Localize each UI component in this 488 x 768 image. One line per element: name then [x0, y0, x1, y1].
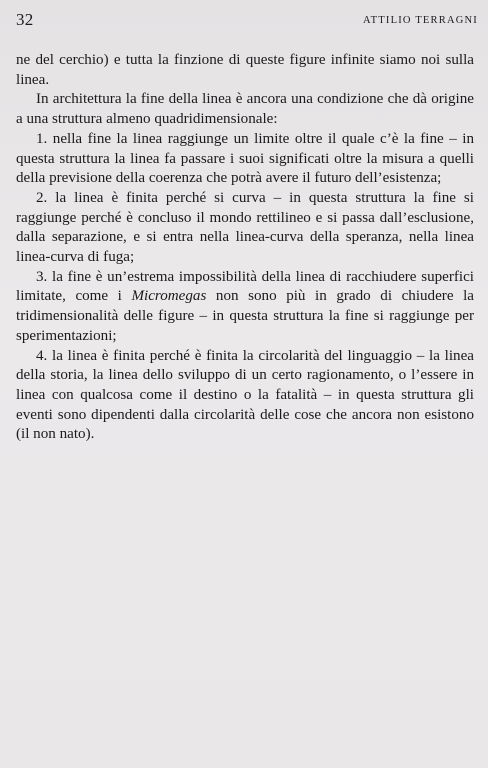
list-item-2: 2. la linea è finita perché si curva – in questa struttura la fine si raggiunge perché è concluso il mondo rettilineo e si passa dall’esclusione, dalla separazione, e si entra nella linea-curva della speranza, nella linea linea-curva di fuga;: [16, 189, 474, 266]
running-head: [16, 10, 478, 34]
page-number: 32: [16, 10, 34, 29]
list-item-1: 1. nella fine la linea raggiunge un limite oltre il quale c’è la fine – in questa struttura la linea fa passare i suoi significati oltre la misura a quelli della previsione della coerenza che potrà avere il futuro dell’esistenza;: [16, 130, 474, 187]
paragraph-continuation: ne del cerchio) e tutta la finzione di queste figure infinite siamo noi sulla linea.: [16, 52, 474, 88]
list-item-3-text-before: 3. la fine è un’estrema impossibilità della linea di racchiudere superfici limitate, come i: [16, 268, 474, 305]
list-item-3: [16, 268, 474, 347]
list-item-3-text-after: non sono più in grado di chiudere la tridimensionalità delle figure – in questa struttura la fine si raggiunge per sperimentazioni;: [16, 288, 474, 344]
micromegas-title: Micromegas: [131, 288, 207, 305]
running-title: ATTILIO TERRAGNI: [363, 15, 478, 26]
list-item-4: 4. la linea è finita perché è finita la circolarità del linguaggio – la linea della storia, la linea dello sviluppo di un certo ragionamento, o l’essere in linea con qualcosa come il destino o la fatalità – in questa struttura gli eventi sono dipendenti dalla circolarità delle cose che ancora non esistono (il non nato).: [16, 347, 474, 443]
paragraph-intro: In architettura la fine della linea è ancora una condizione che dà origine a una struttura almeno quadridimensionale:: [16, 91, 474, 128]
body-text: [16, 51, 474, 445]
